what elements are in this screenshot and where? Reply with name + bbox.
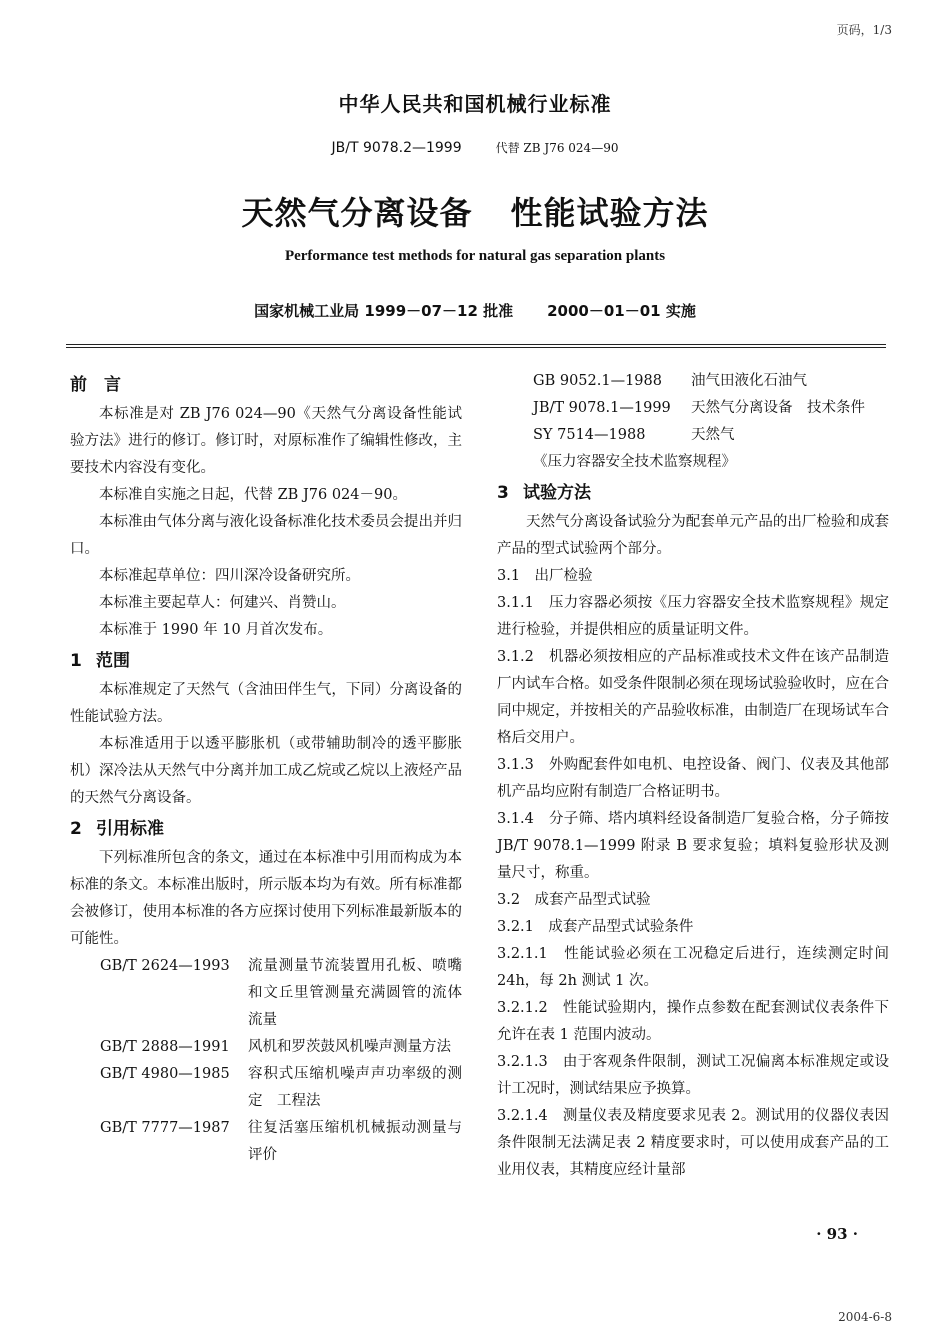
title-part-2: 性能试验方法 <box>510 194 709 232</box>
foreword-paragraph: 本标准于 1990 年 10 月首次发布。 <box>99 622 333 638</box>
section-2-intro: 下列标准所包含的条文，通过在本标准中引用而构成为本标准的条文。本标准出版时，所示版本均为有效。所有标准都会被修订，使用本标准的各方应探讨使用下列标准最新版本的可能性。 <box>70 850 462 947</box>
page-number: · 93 · <box>816 1225 858 1243</box>
foreword-heading: 前 言 <box>70 375 121 395</box>
reference-item: GB/T 2624—1993 流量测量节流装置用孔板、喷嘴和文丘里管测量充满圆管的流体流量 <box>100 958 462 1028</box>
foreword-paragraph: 本标准是对 ZB J76 024—90《天然气分离设备性能试验方法》进行的修订。修订时，对原标准作了编辑性修改，主要技术内容没有变化。 <box>70 406 462 476</box>
header-divider <box>66 344 886 348</box>
reference-item: GB/T 4980—1985 容积式压缩机噪声声功率级的测定 工程法 <box>100 1066 462 1109</box>
standard-code-line <box>0 139 950 156</box>
section-3-heading: 3 试验方法 <box>497 483 591 503</box>
standard-code: JB/T 9078.2—1999 <box>331 140 462 156</box>
section-2-heading: 2 引用标准 <box>70 819 164 839</box>
section-3-intro: 天然气分离设备试验分为配套单元产品的出厂检验和成套产品的型式试验两个部分。 <box>497 514 889 557</box>
section-1-heading: 1 范围 <box>70 651 130 671</box>
foreword-paragraph: 本标准由气体分离与液化设备标准化技术委员会提出并归口。 <box>70 514 462 557</box>
right-column <box>497 368 889 1184</box>
clause-3-1-1: 3.1.1 压力容器必须按《压力容器安全技术监察规程》规定进行检验，并提供相应的质量证明文件。 <box>497 595 889 638</box>
clause-3-1-3: 3.1.3 外购配套件如电机、电控设备、阀门、仪表及其他部机产品均应附有制造厂合格证明书。 <box>497 757 889 800</box>
clause-3-2-1-1: 3.2.1.1 性能试验必须在工况稳定后进行，连续测定时间 24h，每 2h 测试 1 次。 <box>497 946 889 989</box>
page-counter: 页码，1/3 <box>836 23 892 37</box>
clause-3-2-1-4: 3.2.1.4 测量仪表及精度要求见表 2。测试用的仪器仪表因条件限制无法满足表 2 精度要求时，可以使用成套产品的工业用仪表，其精度应经计量部 <box>497 1108 889 1178</box>
reference-item: GB/T 7777—1987 往复活塞压缩机机械振动测量与评价 <box>100 1120 462 1163</box>
approval-date: 国家机械工业局 1999－07－12 批准 <box>254 302 514 320</box>
clause-3-1: 3.1 出厂检验 <box>497 568 593 584</box>
reference-item: GB/T 2888—1991 风机和罗茨鼓风机噪声测量方法 <box>100 1039 451 1055</box>
implement-date: 2000－01－01 实施 <box>547 302 696 320</box>
title-part-1: 天然气分离设备 <box>241 194 473 232</box>
reference-list-right <box>497 368 889 476</box>
reference-item: GB 9052.1—1988 油气田液化石油气 <box>533 373 807 389</box>
left-column <box>70 368 462 1169</box>
clause-3-2-1: 3.2.1 成套产品型式试验条件 <box>497 919 694 935</box>
section-1-paragraph: 本标准规定了天然气（含油田伴生气，下同）分离设备的性能试验方法。 <box>70 682 462 725</box>
approval-line <box>0 300 950 321</box>
replaces-code: 代替 ZB J76 024—90 <box>495 141 619 155</box>
clause-3-1-4: 3.1.4 分子筛、塔内填料经设备制造厂复验合格，分子筛按 JB/T 9078.1—1999 附录 B 要求复验；填料复验形状及测量尺寸，称重。 <box>497 811 889 881</box>
clause-3-2: 3.2 成套产品型式试验 <box>497 892 651 908</box>
section-1-paragraph: 本标准适用于以透平膨胀机（或带辅助制冷的透平膨胀机）深冷法从天然气中分离并加工成乙烷或乙烷以上液烃产品的天然气分离设备。 <box>70 736 462 806</box>
foreword-paragraph: 本标准主要起草人：何建兴、肖赞山。 <box>99 595 346 611</box>
standard-category-title: 中华人民共和国机械行业标准 <box>338 92 612 116</box>
clause-3-2-1-3: 3.2.1.3 由于客观条件限制，测试工况偏离本标准规定或设计工况时，测试结果应予换算。 <box>497 1054 889 1097</box>
reference-item: 《压力容器安全技术监察规程》 <box>533 454 736 470</box>
reference-item: SY 7514—1988 天然气 <box>533 427 735 443</box>
footer-date: 2004-6-8 <box>838 1310 892 1324</box>
reference-item: JB/T 9078.1—1999 天然气分离设备 技术条件 <box>533 400 865 416</box>
reference-list-left <box>70 953 462 1169</box>
foreword-paragraph: 本标准起草单位：四川深冷设备研究所。 <box>99 568 360 584</box>
clause-3-1-2: 3.1.2 机器必须按相应的产品标准或技术文件在该产品制造厂内试车合格。如受条件限制必须在现场试验验收时，应在合同中规定，并按相关的产品验收标准，由制造厂在现场试车合格后交用户。 <box>497 649 889 746</box>
document-title <box>0 188 950 234</box>
english-title: Performance test methods for natural gas separation plants <box>284 248 666 264</box>
foreword-paragraph: 本标准自实施之日起，代替 ZB J76 024－90。 <box>99 487 407 503</box>
clause-3-2-1-2: 3.2.1.2 性能试验期内，操作点参数在配套测试仪表条件下允许在表 1 范围内波动。 <box>497 1000 889 1043</box>
